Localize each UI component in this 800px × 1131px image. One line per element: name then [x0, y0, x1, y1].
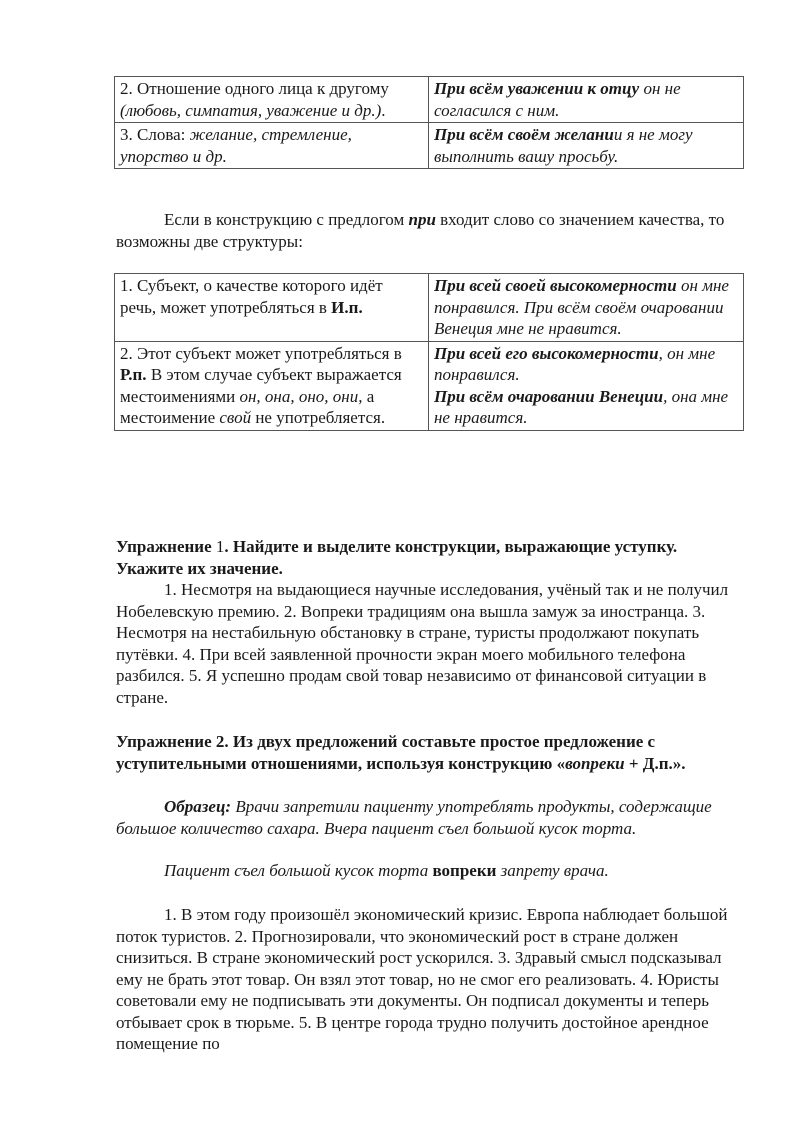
- cell-bold: При всём очаровании Венеции: [433, 386, 664, 406]
- answer-text: Пациент съел большой кусок торта: [164, 861, 433, 880]
- intro-text: Если в конструкцию с предлогом: [164, 210, 409, 229]
- cell-italic: свой: [219, 408, 252, 427]
- table-concession-meanings: [114, 76, 744, 169]
- cell-bold: И.п.: [331, 297, 363, 317]
- cell-text: .: [381, 100, 386, 120]
- intro-paragraph: [116, 209, 746, 252]
- cell-italic: желание, стремление, упорство и др.: [120, 125, 352, 166]
- cell-italic: (любовь, симпатия, уважение и др.): [120, 100, 382, 120]
- cell-text: и я не могу выполнить вашу просьбу.: [433, 125, 693, 166]
- title-text: Упражнение: [116, 537, 216, 556]
- cell-text: 2. Отношение одного лица к другому: [120, 79, 389, 98]
- table-cell: [428, 123, 743, 169]
- cell-bold: При всей его высокомерности: [433, 343, 659, 363]
- exercise2-sample: [116, 796, 746, 839]
- table-cell: [115, 77, 429, 123]
- table-cell: [428, 274, 743, 342]
- exercise2-title: [116, 731, 746, 774]
- title-text: + Д.п.».: [624, 753, 686, 773]
- cell-italic: он, она, оно, они,: [239, 386, 363, 406]
- exercise1-title: [116, 536, 746, 579]
- intro-text: входит слово со значением качества, то возможны две структуры:: [116, 210, 725, 251]
- table-quality-structures: [114, 273, 744, 431]
- sample-label: Образец:: [164, 797, 232, 816]
- cell-text: , он мне понравился.: [433, 343, 716, 384]
- title-italic: вопреки: [565, 753, 625, 773]
- table-cell: [115, 274, 429, 342]
- cell-text: не употребляется.: [251, 408, 386, 427]
- cell-bold: При всём уважении к отцу: [433, 79, 640, 98]
- exercise2-answer: [116, 860, 746, 882]
- table-cell: [428, 341, 743, 430]
- cell-text: В этом случае субъект выражается местоимениями: [120, 365, 402, 406]
- cell-text: он мне понравился. При всём своём очаровании Венеция мне не нравится.: [433, 276, 729, 338]
- cell-text: 2. Этот субъект может употребляться в: [120, 343, 402, 363]
- title-number: 1: [215, 537, 225, 556]
- table-cell: [115, 123, 429, 169]
- intro-bold: при: [408, 210, 436, 229]
- cell-text: а местоимение: [120, 386, 375, 427]
- answer-bold: вопреки: [432, 861, 497, 880]
- title-text: Упражнение 2. Из двух предложений составьте простое предложение с уступительными отношениями, используя конструкцию «: [116, 732, 656, 773]
- exercise2-text: 1. В этом году произошёл экономический кризис. Европа наблюдает большой поток туристов. 2. Прогнозировали, что экономический рост в стране должен снизиться. В стране экономический рост ускорился. 3. Здравый смысл подсказывал ему не брать этот товар. Он взял этот товар, но не смог его реализовать. 4. Юристы советовали ему не подписывать эти документы. Он подписал документы и теперь отбывает срок в тюрьме. 5. В центре города трудно получить достойное арендное помещение по: [116, 905, 728, 1053]
- table-cell: [115, 341, 429, 430]
- title-text: . Найдите и выделите конструкции, выражающие уступку. Укажите их значение.: [116, 537, 678, 578]
- cell-text: 1. Субъект, о качестве которого идёт речь, может употребляться в: [120, 276, 383, 317]
- exercise1-text: 1. Несмотря на выдающиеся научные исследования, учёный так и не получил Нобелевскую премию. 2. Вопреки традициям она вышла замуж за иностранца. 3. Несмотря на нестабильную обстановку в стране, туристы продолжают покупать путёвки. 4. При всей заявленной прочности экран моего мобильного телефона разбился. 5. Я успешно продам свой товар независимо от финансовой ситуации в стране.: [116, 580, 729, 707]
- table-row: [115, 341, 744, 430]
- cell-text: , она мне не нравится.: [433, 386, 729, 427]
- table-row: [115, 77, 744, 123]
- cell-bold: При всей своей высокомерности: [433, 276, 677, 295]
- answer-text: запрету врача.: [496, 861, 609, 880]
- table-row: [115, 123, 744, 169]
- sample-text: Врачи запретили пациенту употреблять продукты, содержащие большое количество сахара. Вчера пациент съел большой кусок торта.: [116, 797, 712, 838]
- cell-text: 3. Слова:: [120, 125, 190, 144]
- table-row: [115, 274, 744, 342]
- cell-text: он не согласился с ним.: [433, 79, 681, 120]
- table-cell: [428, 77, 743, 123]
- cell-bold: При всём своём желани: [433, 125, 614, 144]
- cell-bold: Р.п.: [120, 365, 147, 384]
